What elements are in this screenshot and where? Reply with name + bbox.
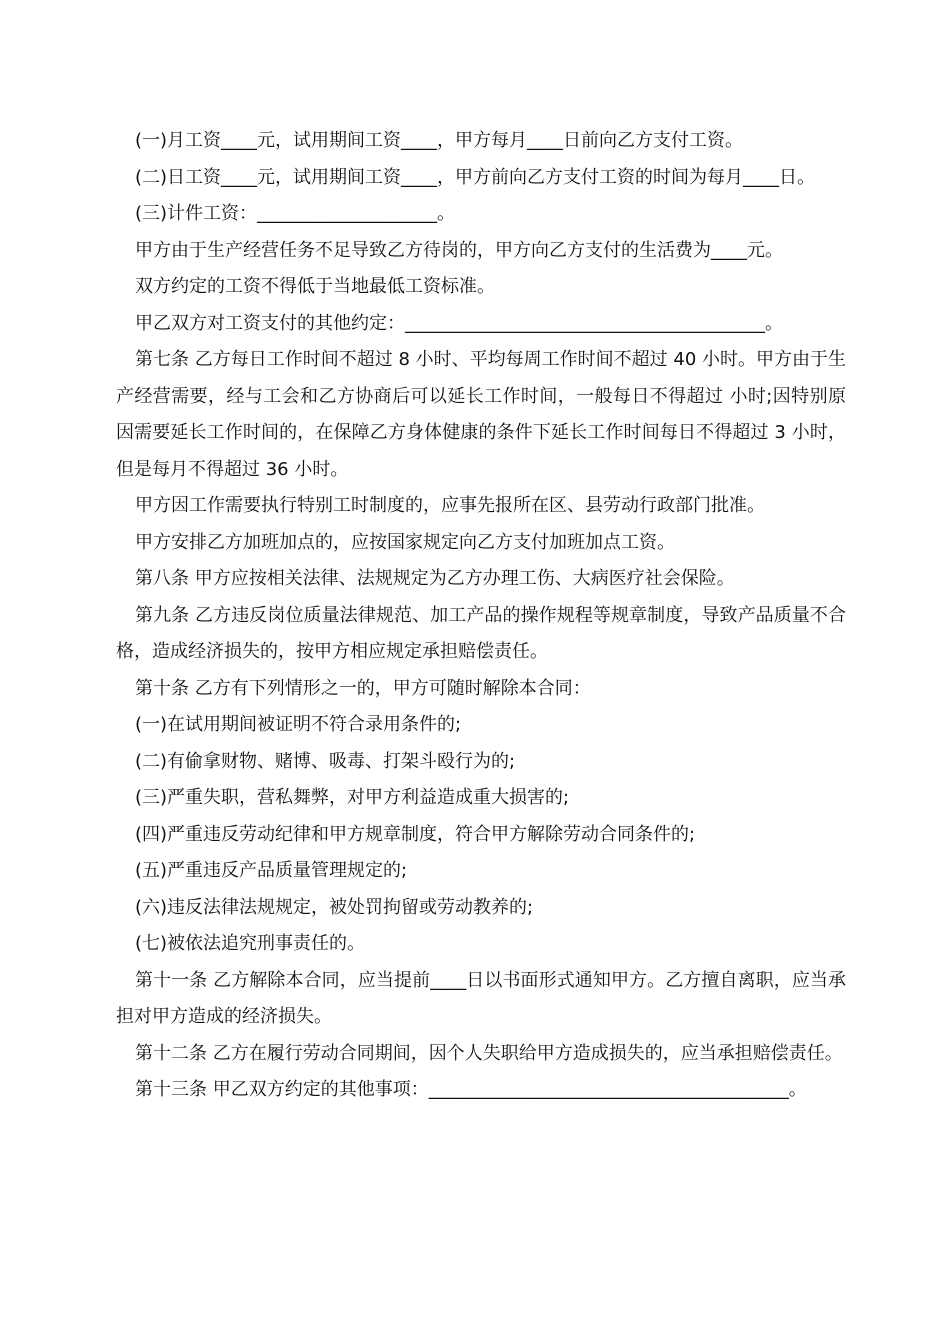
termination-item-4: (四)严重违反劳动纪律和甲方规章制度，符合甲方解除劳动合同条件的; <box>135 823 696 845</box>
paragraph-piece-wage: (三)计件工资：____________________。 <box>135 203 456 224</box>
paragraph-other-wage-terms: 甲乙双方对工资支付的其他约定：________________________________________。 <box>135 312 783 334</box>
article-12-liability: 第十二条 乙方在履行劳动合同期间，因个人失职给甲方造成损失的，应当承担赔偿责任。 <box>135 1042 843 1064</box>
termination-item-5: (五)严重违反产品质量管理规定的; <box>135 860 408 881</box>
termination-item-7: (七)被依法追究刑事责任的。 <box>135 933 366 954</box>
article-9-quality-liability: 第九条 乙方违反岗位质量法律规范、加工产品的操作规程等规章制度，导致产品质量不合格，造成经济损失的，按甲方相应规定承担赔偿责任。 <box>116 604 846 662</box>
article-8-insurance: 第八条 甲方应按相关法律、法规规定为乙方办理工伤、大病医疗社会保险。 <box>135 568 735 589</box>
termination-item-6: (六)违反法律法规规定，被处罚拘留或劳动教养的; <box>135 896 534 918</box>
article-11-resignation: 第十一条 乙方解除本合同，应当提前____日以书面形式通知甲方。乙方擅自离职，应当承担对甲方造成的经济损失。 <box>116 969 846 1027</box>
article-13-other-matters: 第十三条 甲乙双方约定的其他事项：________________________________________。 <box>135 1079 807 1100</box>
paragraph-standby-allowance: 甲方由于生产经营任务不足导致乙方待岗的，甲方向乙方支付的生活费为____元。 <box>135 239 783 261</box>
paragraph-overtime-pay: 甲方安排乙方加班加点的，应按国家规定向乙方支付加班加点工资。 <box>135 531 675 553</box>
paragraph-daily-wage: (二)日工资____元，试用期间工资____，甲方前向乙方支付工资的时间为每月____日。 <box>135 166 816 188</box>
termination-item-2: (二)有偷拿财物、赌博、吸毒、打架斗殴行为的; <box>135 750 516 772</box>
paragraph-special-hours: 甲方因工作需要执行特别工时制度的，应事先报所在区、县劳动行政部门批准。 <box>135 495 765 516</box>
termination-item-3: (三)严重失职，营私舞弊，对甲方利益造成重大损害的; <box>135 787 570 808</box>
termination-item-1: (一)在试用期间被证明不符合录用条件的; <box>135 714 462 735</box>
article-7-working-hours: 第七条 乙方每日工作时间不超过 8 小时、平均每周工作时间不超过 40 小时。甲方由于生产经营需要，经与工会和乙方协商后可以延长工作时间，一般每日不得超过 小时;因特别原因需要延长工作时间的，在保障乙方身体健康的条件下延长工作时间每日不得超过 3 小时，但是每月不得超过 36 小时。 <box>116 349 846 480</box>
paragraph-monthly-wage: (一)月工资____元，试用期间工资____，甲方每月____日前向乙方支付工资。 <box>135 130 744 151</box>
article-10-termination: 第十条 乙方有下列情形之一的，甲方可随时解除本合同： <box>135 677 591 699</box>
document-body <box>116 123 846 1109</box>
paragraph-minimum-wage: 双方约定的工资不得低于当地最低工资标准。 <box>135 276 495 297</box>
